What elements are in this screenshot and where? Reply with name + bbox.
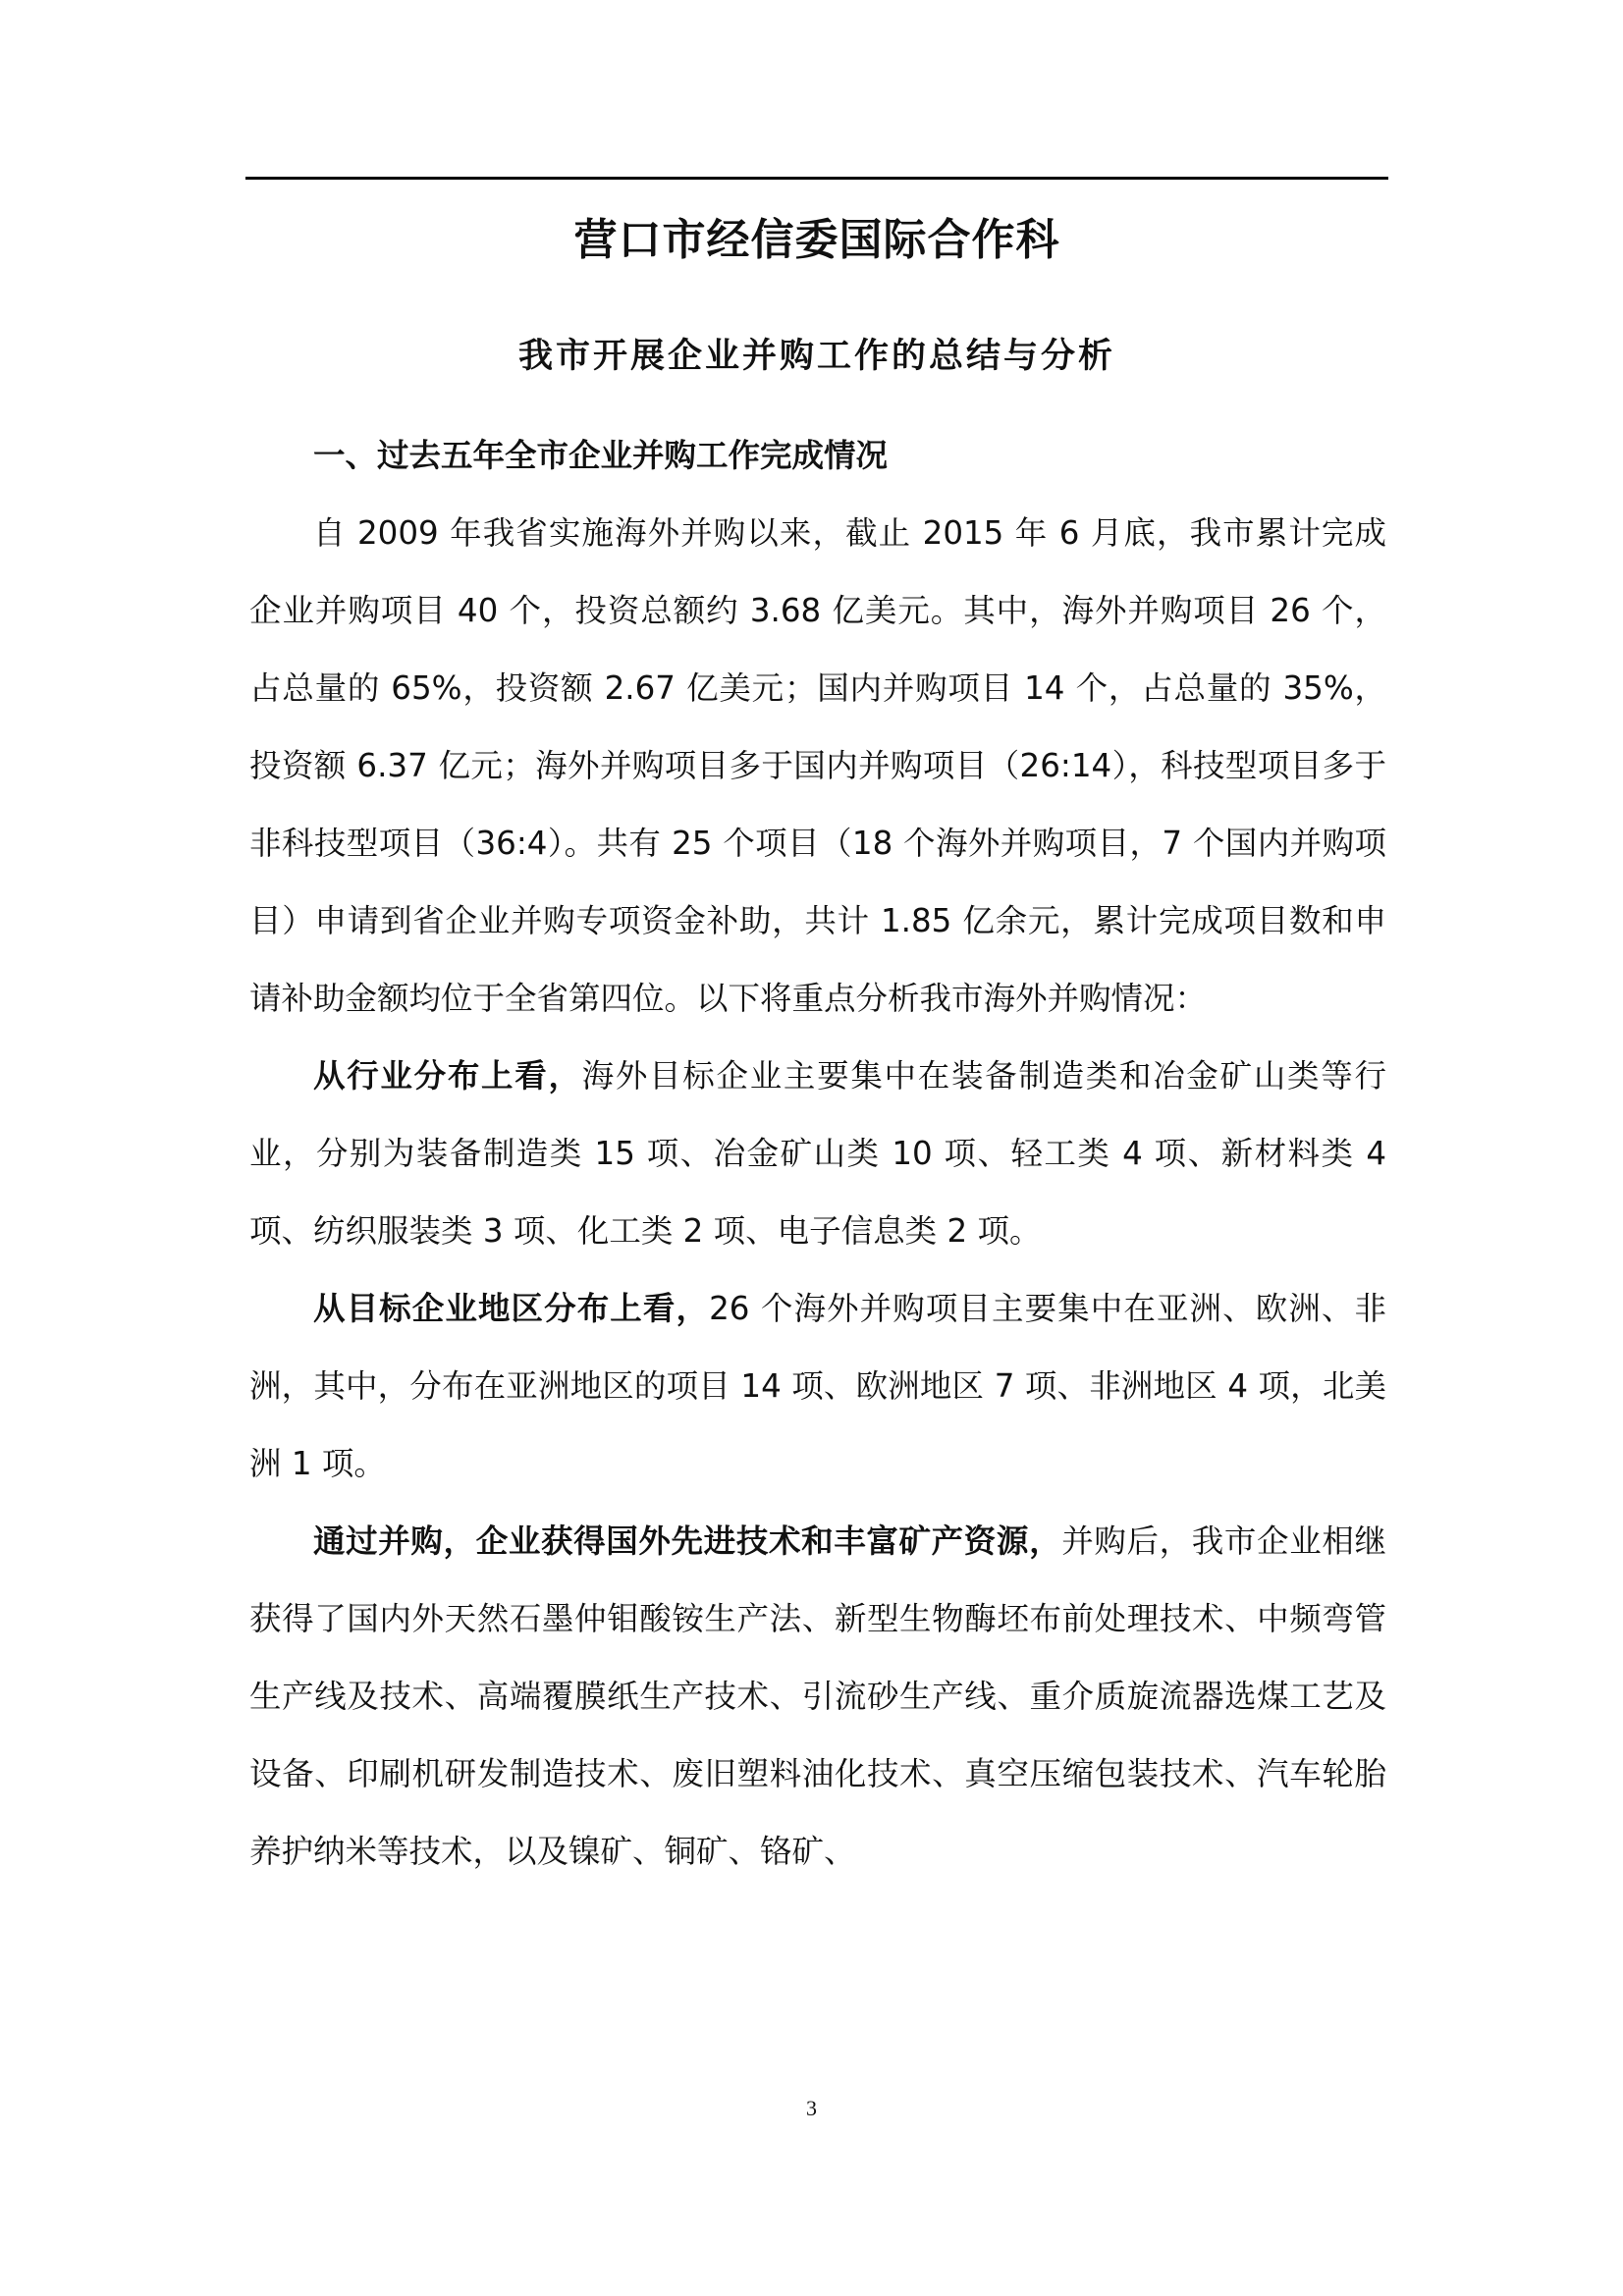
paragraph-industry (249, 1038, 1386, 1270)
paragraph-region-text: 26 个海外并购项目主要集中在亚洲、欧洲、非洲，其中，分布在亚洲地区的项目 14 项、欧洲地区 7 项、非洲地区 4 项，北美洲 1 项。 (249, 1290, 1386, 1482)
paragraph-region (249, 1270, 1386, 1503)
document-body (249, 417, 1386, 1891)
paragraph-technology (249, 1503, 1386, 1891)
paragraph-industry-lead: 从行业分布上看， (313, 1057, 582, 1095)
header-rule (245, 177, 1388, 180)
organization-title: 营口市经信委国际合作科 (573, 215, 1060, 265)
paragraph-region-lead: 从目标企业地区分布上看， (313, 1290, 710, 1327)
section-heading: 一、过去五年全市企业并购工作完成情况 (313, 437, 889, 474)
page-number: 3 (806, 2096, 817, 2120)
paragraph-industry-text: 海外目标企业主要集中在装备制造类和冶金矿山类等行业，分别为装备制造类 15 项、冶金矿山类 10 项、轻工类 4 项、新材料类 4 项、纺织服装类 3 项、化工类 2 项、电子信息类 2 项。 (249, 1057, 1386, 1250)
paragraph-summary: 自 2009 年我省实施海外并购以来，截止 2015 年 6 月底，我市累计完成企业并购项目 40 个，投资总额约 3.68 亿美元。其中，海外并购项目 26 个，占总量的 65%，投资额 2.67 亿美元；国内并购项目 14 个，占总量的 35%，投资额 6.37 亿元；海外并购项目多于国内并购项目（26:14），科技型项目多于非科技型项目（36:4）。共有 25 个项目（18 个海外并购项目，7 个国内并购项目）申请到省企业并购专项资金补助，共计 1.85 亿余元，累计完成项目数和申请补助金额均位于全省第四位。以下将重点分析我市海外并购情况： (249, 514, 1386, 1017)
paragraph-technology-text: 并购后，我市企业相继获得了国内外天然石墨仲钼酸铵生产法、新型生物酶坯布前处理技术、中频弯管生产线及技术、高端覆膜纸生产技术、引流砂生产线、重介质旋流器选煤工艺及设备、印刷机研发制造技术、废旧塑料油化技术、真空压缩包装技术、汽车轮胎养护纳米等技术，以及镍矿、铜矿、铬矿、 (249, 1522, 1386, 1870)
paragraph-technology-lead: 通过并购，企业获得国外先进技术和丰富矿产资源， (313, 1522, 1062, 1560)
document-title: 我市开展企业并购工作的总结与分析 (517, 337, 1115, 376)
